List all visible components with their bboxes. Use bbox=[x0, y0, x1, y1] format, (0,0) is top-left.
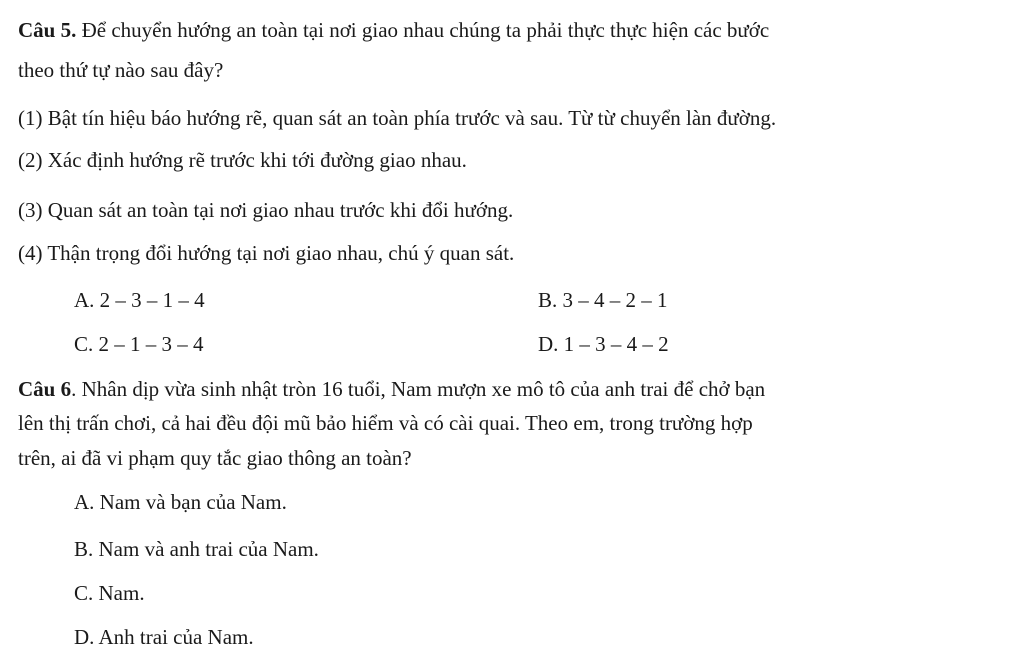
q5-option-a[interactable]: A. 2 – 3 – 1 – 4 bbox=[74, 288, 205, 312]
q6-option-c[interactable]: C. Nam. bbox=[74, 581, 145, 605]
q5-option-b[interactable]: B. 3 – 4 – 2 – 1 bbox=[538, 288, 668, 312]
q6-option-b[interactable]: B. Nam và anh trai của Nam. bbox=[74, 537, 319, 561]
q6-option-d[interactable]: D. Anh trai của Nam. bbox=[74, 625, 254, 649]
q6-stem-line-1 bbox=[18, 376, 765, 402]
q6-option-a[interactable]: A. Nam và bạn của Nam. bbox=[74, 490, 287, 514]
q6-stem-text-1: . Nhân dịp vừa sinh nhật tròn 16 tuổi, Nam mượn xe mô tô của anh trai để chở bạn bbox=[71, 377, 766, 401]
q5-stem-text-1: Để chuyển hướng an toàn tại nơi giao nhau chúng ta phải thực thực hiện các bước bbox=[76, 18, 770, 42]
q5-step-2: (2) Xác định hướng rẽ trước khi tới đường giao nhau. bbox=[18, 148, 467, 172]
q5-stem-line-1 bbox=[18, 17, 769, 43]
q5-stem-line-2: theo thứ tự nào sau đây? bbox=[18, 58, 224, 82]
q6-label: Câu 6 bbox=[18, 377, 72, 401]
q6-stem-line-3: trên, ai đã vi phạm quy tắc giao thông an toàn? bbox=[18, 446, 412, 470]
q5-step-3: (3) Quan sát an toàn tại nơi giao nhau trước khi đổi hướng. bbox=[18, 198, 514, 222]
q6-stem-line-2: lên thị trấn chơi, cả hai đều đội mũ bảo hiểm và có cài quai. Theo em, trong trường hợp bbox=[18, 411, 753, 435]
q5-label: Câu 5. bbox=[18, 18, 77, 42]
q5-step-1: (1) Bật tín hiệu báo hướng rẽ, quan sát an toàn phía trước và sau. Từ từ chuyển làn đường. bbox=[18, 106, 777, 130]
q5-option-c[interactable]: C. 2 – 1 – 3 – 4 bbox=[74, 332, 204, 356]
q5-step-4: (4) Thận trọng đổi hướng tại nơi giao nhau, chú ý quan sát. bbox=[18, 241, 515, 265]
q5-option-d[interactable]: D. 1 – 3 – 4 – 2 bbox=[538, 332, 669, 356]
